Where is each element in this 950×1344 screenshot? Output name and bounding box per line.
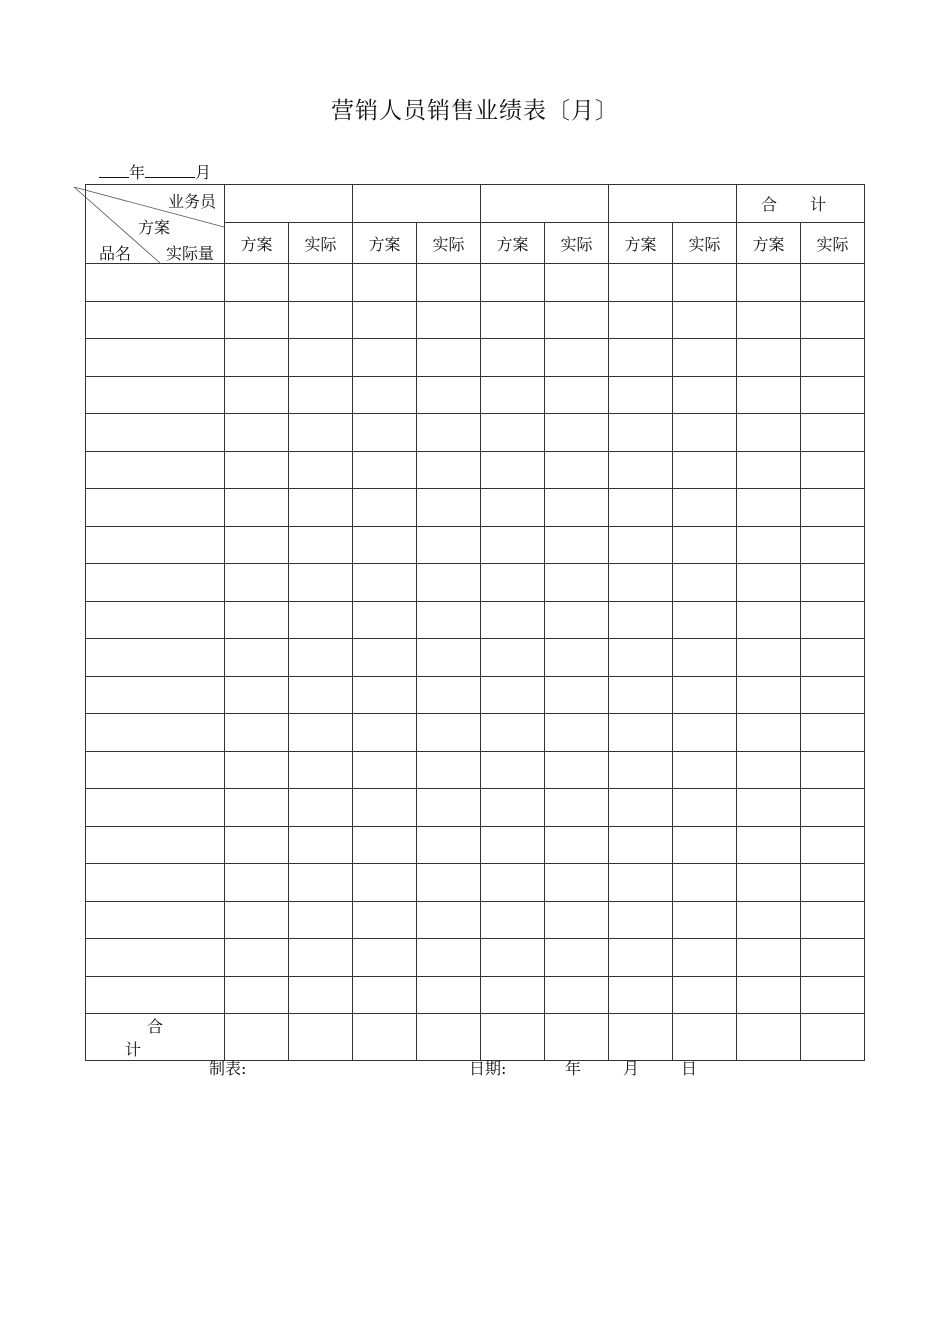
- actual-value-cell[interactable]: [289, 301, 353, 339]
- plan-value-cell[interactable]: [609, 264, 673, 302]
- actual-value-cell[interactable]: [673, 639, 737, 677]
- actual-value-cell[interactable]: [673, 901, 737, 939]
- actual-value-cell[interactable]: [673, 864, 737, 902]
- actual-value-cell[interactable]: [545, 714, 609, 752]
- actual-value-cell[interactable]: [289, 676, 353, 714]
- product-name-cell[interactable]: [86, 451, 225, 489]
- table-row: [86, 976, 865, 1014]
- plan-value-cell[interactable]: [481, 451, 545, 489]
- actual-value-cell[interactable]: [289, 339, 353, 377]
- actual-value-cell[interactable]: [417, 939, 481, 977]
- actual-value-cell[interactable]: [289, 789, 353, 827]
- plan-value-cell[interactable]: [737, 976, 801, 1014]
- plan-value-cell[interactable]: [353, 564, 417, 602]
- plan-value-cell[interactable]: [609, 601, 673, 639]
- product-name-cell[interactable]: [86, 489, 225, 527]
- actual-value-cell[interactable]: [289, 489, 353, 527]
- actual-value-cell[interactable]: [801, 864, 865, 902]
- sub-header-actual: 实际: [289, 223, 353, 264]
- plan-value-cell[interactable]: [481, 901, 545, 939]
- plan-value-cell[interactable]: [353, 976, 417, 1014]
- plan-value-cell[interactable]: [481, 339, 545, 377]
- actual-value-cell[interactable]: [417, 714, 481, 752]
- plan-value-cell[interactable]: [481, 864, 545, 902]
- plan-value-cell[interactable]: [737, 826, 801, 864]
- plan-value-cell[interactable]: [481, 414, 545, 452]
- plan-value-cell[interactable]: [737, 789, 801, 827]
- plan-value-cell[interactable]: [353, 901, 417, 939]
- table-row: [86, 864, 865, 902]
- plan-value-cell[interactable]: [225, 676, 289, 714]
- actual-value-cell[interactable]: [417, 601, 481, 639]
- actual-value-cell[interactable]: [289, 376, 353, 414]
- plan-value-cell[interactable]: [353, 489, 417, 527]
- footer-day-label: 日: [681, 1059, 698, 1078]
- plan-value-cell[interactable]: [353, 789, 417, 827]
- plan-value-cell[interactable]: [353, 451, 417, 489]
- actual-value-cell[interactable]: [801, 901, 865, 939]
- corner-staff-label: 业务员: [167, 192, 216, 211]
- actual-value-cell[interactable]: [673, 939, 737, 977]
- actual-value-cell[interactable]: [417, 826, 481, 864]
- actual-value-cell[interactable]: [673, 976, 737, 1014]
- plan-value-cell[interactable]: [353, 301, 417, 339]
- product-name-cell[interactable]: [86, 601, 225, 639]
- plan-value-cell[interactable]: [609, 414, 673, 452]
- plan-value-cell[interactable]: [737, 301, 801, 339]
- plan-value-cell[interactable]: [225, 714, 289, 752]
- plan-value-cell[interactable]: [737, 339, 801, 377]
- actual-value-cell[interactable]: [673, 339, 737, 377]
- product-name-cell[interactable]: [86, 301, 225, 339]
- plan-value-cell[interactable]: [225, 526, 289, 564]
- actual-value-cell[interactable]: [289, 526, 353, 564]
- actual-value-cell[interactable]: [417, 864, 481, 902]
- plan-value-cell[interactable]: [737, 564, 801, 602]
- plan-value-cell[interactable]: [737, 939, 801, 977]
- actual-value-cell[interactable]: [417, 339, 481, 377]
- product-name-cell[interactable]: [86, 751, 225, 789]
- corner-actual-qty-label: 实际量: [165, 244, 214, 263]
- total-header-label: 合 计: [760, 195, 841, 214]
- plan-value-cell[interactable]: [225, 376, 289, 414]
- plan-value-cell[interactable]: [225, 601, 289, 639]
- actual-value-cell[interactable]: [289, 264, 353, 302]
- actual-value-cell[interactable]: [545, 601, 609, 639]
- sub-header-actual: 实际: [801, 223, 865, 264]
- actual-value-cell[interactable]: [673, 264, 737, 302]
- actual-value-cell[interactable]: [673, 301, 737, 339]
- month-label: 月: [195, 163, 212, 182]
- plan-value-cell[interactable]: [353, 939, 417, 977]
- actual-value-cell[interactable]: [545, 826, 609, 864]
- plan-value-cell[interactable]: [353, 714, 417, 752]
- plan-value-cell[interactable]: [353, 601, 417, 639]
- plan-value-cell[interactable]: [609, 864, 673, 902]
- total-actual-cell[interactable]: [673, 1014, 737, 1061]
- actual-value-cell[interactable]: [289, 826, 353, 864]
- corner-product-name-label: 品名: [99, 244, 132, 263]
- plan-value-cell[interactable]: [481, 676, 545, 714]
- total-plan-cell[interactable]: [225, 1014, 289, 1061]
- actual-value-cell[interactable]: [801, 789, 865, 827]
- actual-value-cell[interactable]: [545, 264, 609, 302]
- actual-value-cell[interactable]: [801, 714, 865, 752]
- sub-header-plan: 方案: [737, 223, 801, 264]
- actual-value-cell[interactable]: [289, 976, 353, 1014]
- actual-value-cell[interactable]: [545, 526, 609, 564]
- actual-value-cell[interactable]: [417, 489, 481, 527]
- actual-value-cell[interactable]: [801, 451, 865, 489]
- footer-year-label: 年: [565, 1059, 582, 1078]
- plan-value-cell[interactable]: [737, 451, 801, 489]
- plan-value-cell[interactable]: [481, 564, 545, 602]
- actual-value-cell[interactable]: [545, 901, 609, 939]
- actual-value-cell[interactable]: [801, 826, 865, 864]
- sub-header-plan: 方案: [353, 223, 417, 264]
- actual-value-cell[interactable]: [545, 676, 609, 714]
- page-title: 营销人员销售业绩表〔月〕: [331, 98, 619, 124]
- actual-value-cell[interactable]: [545, 376, 609, 414]
- footer-date-label: 日期:: [469, 1059, 507, 1078]
- plan-value-cell[interactable]: [353, 639, 417, 677]
- plan-value-cell[interactable]: [225, 489, 289, 527]
- actual-value-cell[interactable]: [545, 639, 609, 677]
- plan-value-cell[interactable]: [353, 376, 417, 414]
- actual-value-cell[interactable]: [417, 901, 481, 939]
- plan-value-cell[interactable]: [481, 526, 545, 564]
- total-plan-cell[interactable]: [609, 1014, 673, 1061]
- plan-value-cell[interactable]: [609, 526, 673, 564]
- product-name-cell[interactable]: [86, 826, 225, 864]
- sub-header-actual: 实际: [673, 223, 737, 264]
- actual-value-cell[interactable]: [801, 301, 865, 339]
- table-row: [86, 301, 865, 339]
- plan-value-cell[interactable]: [353, 339, 417, 377]
- total-plan-cell[interactable]: [737, 1014, 801, 1061]
- table-row: [86, 414, 865, 452]
- product-name-cell[interactable]: [86, 789, 225, 827]
- actual-value-cell[interactable]: [673, 601, 737, 639]
- product-name-cell[interactable]: [86, 939, 225, 977]
- actual-value-cell[interactable]: [801, 414, 865, 452]
- actual-value-cell[interactable]: [801, 939, 865, 977]
- plan-value-cell[interactable]: [609, 489, 673, 527]
- plan-value-cell[interactable]: [737, 901, 801, 939]
- actual-value-cell[interactable]: [673, 489, 737, 527]
- plan-value-cell[interactable]: [353, 751, 417, 789]
- total-actual-cell[interactable]: [417, 1014, 481, 1061]
- year-label: 年: [129, 163, 146, 182]
- staff-1-name-cell[interactable]: [225, 185, 353, 223]
- plan-value-cell[interactable]: [737, 676, 801, 714]
- actual-value-cell[interactable]: [801, 751, 865, 789]
- table-row: [86, 639, 865, 677]
- plan-value-cell[interactable]: [225, 451, 289, 489]
- actual-value-cell[interactable]: [673, 451, 737, 489]
- product-name-cell[interactable]: [86, 564, 225, 602]
- total-actual-cell[interactable]: [289, 1014, 353, 1061]
- header-row-staff: [86, 185, 865, 223]
- product-name-cell[interactable]: [86, 339, 225, 377]
- total-row-label: 合 计: [124, 1017, 207, 1059]
- total-actual-cell[interactable]: [801, 1014, 865, 1061]
- plan-value-cell[interactable]: [481, 264, 545, 302]
- table-row: [86, 526, 865, 564]
- plan-value-cell[interactable]: [609, 901, 673, 939]
- sales-table: [85, 184, 865, 1061]
- actual-value-cell[interactable]: [545, 864, 609, 902]
- actual-value-cell[interactable]: [673, 714, 737, 752]
- plan-value-cell[interactable]: [225, 901, 289, 939]
- plan-value-cell[interactable]: [225, 976, 289, 1014]
- plan-value-cell[interactable]: [353, 676, 417, 714]
- table-row: [86, 264, 865, 302]
- actual-value-cell[interactable]: [801, 639, 865, 677]
- plan-value-cell[interactable]: [737, 489, 801, 527]
- plan-value-cell[interactable]: [225, 414, 289, 452]
- actual-value-cell[interactable]: [801, 526, 865, 564]
- plan-value-cell[interactable]: [481, 376, 545, 414]
- plan-value-cell[interactable]: [225, 789, 289, 827]
- product-name-cell[interactable]: [86, 414, 225, 452]
- actual-value-cell[interactable]: [417, 976, 481, 1014]
- plan-value-cell[interactable]: [225, 864, 289, 902]
- actual-value-cell[interactable]: [673, 676, 737, 714]
- table-row: [86, 939, 865, 977]
- plan-value-cell[interactable]: [737, 639, 801, 677]
- plan-value-cell[interactable]: [481, 826, 545, 864]
- actual-value-cell[interactable]: [417, 376, 481, 414]
- table-row: [86, 376, 865, 414]
- actual-value-cell[interactable]: [545, 301, 609, 339]
- actual-value-cell[interactable]: [289, 639, 353, 677]
- product-name-cell[interactable]: [86, 639, 225, 677]
- plan-value-cell[interactable]: [609, 826, 673, 864]
- sub-header-plan: 方案: [225, 223, 289, 264]
- actual-value-cell[interactable]: [417, 564, 481, 602]
- actual-value-cell[interactable]: [417, 751, 481, 789]
- actual-value-cell[interactable]: [545, 414, 609, 452]
- plan-value-cell[interactable]: [737, 376, 801, 414]
- actual-value-cell[interactable]: [545, 976, 609, 1014]
- actual-value-cell[interactable]: [289, 601, 353, 639]
- actual-value-cell[interactable]: [801, 339, 865, 377]
- actual-value-cell[interactable]: [545, 489, 609, 527]
- plan-value-cell[interactable]: [225, 301, 289, 339]
- footer-maker-label: 制表:: [209, 1059, 247, 1078]
- plan-value-cell[interactable]: [481, 714, 545, 752]
- total-actual-cell[interactable]: [545, 1014, 609, 1061]
- table-row: [86, 601, 865, 639]
- plan-value-cell[interactable]: [481, 789, 545, 827]
- plan-value-cell[interactable]: [225, 939, 289, 977]
- plan-value-cell[interactable]: [481, 976, 545, 1014]
- total-header-cell: [737, 185, 865, 223]
- actual-value-cell[interactable]: [289, 751, 353, 789]
- actual-value-cell[interactable]: [417, 301, 481, 339]
- plan-value-cell[interactable]: [481, 489, 545, 527]
- plan-value-cell[interactable]: [609, 939, 673, 977]
- actual-value-cell[interactable]: [801, 976, 865, 1014]
- actual-value-cell[interactable]: [801, 676, 865, 714]
- actual-value-cell[interactable]: [545, 451, 609, 489]
- actual-value-cell[interactable]: [417, 639, 481, 677]
- total-plan-cell[interactable]: [481, 1014, 545, 1061]
- product-name-cell[interactable]: [86, 864, 225, 902]
- plan-value-cell[interactable]: [609, 339, 673, 377]
- plan-value-cell[interactable]: [353, 264, 417, 302]
- plan-value-cell[interactable]: [737, 864, 801, 902]
- plan-value-cell[interactable]: [609, 789, 673, 827]
- actual-value-cell[interactable]: [545, 751, 609, 789]
- product-name-cell[interactable]: [86, 901, 225, 939]
- table-row: [86, 451, 865, 489]
- total-row: [86, 1014, 865, 1061]
- actual-value-cell[interactable]: [289, 939, 353, 977]
- plan-value-cell[interactable]: [225, 339, 289, 377]
- actual-value-cell[interactable]: [289, 901, 353, 939]
- plan-value-cell[interactable]: [737, 751, 801, 789]
- actual-value-cell[interactable]: [673, 414, 737, 452]
- product-name-cell[interactable]: [86, 976, 225, 1014]
- actual-value-cell[interactable]: [289, 414, 353, 452]
- sub-header-actual: 实际: [545, 223, 609, 264]
- table-row: [86, 676, 865, 714]
- actual-value-cell[interactable]: [673, 826, 737, 864]
- corner-plan-label: 方案: [138, 218, 171, 237]
- actual-value-cell[interactable]: [289, 864, 353, 902]
- actual-value-cell[interactable]: [801, 264, 865, 302]
- actual-value-cell[interactable]: [673, 751, 737, 789]
- actual-value-cell[interactable]: [801, 489, 865, 527]
- plan-value-cell[interactable]: [353, 826, 417, 864]
- actual-value-cell[interactable]: [417, 451, 481, 489]
- sub-header-plan: 方案: [481, 223, 545, 264]
- table-row: [86, 339, 865, 377]
- actual-value-cell[interactable]: [545, 939, 609, 977]
- table-row: [86, 489, 865, 527]
- product-name-cell[interactable]: [86, 376, 225, 414]
- plan-value-cell[interactable]: [481, 939, 545, 977]
- plan-value-cell[interactable]: [609, 676, 673, 714]
- plan-value-cell[interactable]: [225, 826, 289, 864]
- plan-value-cell[interactable]: [481, 301, 545, 339]
- year-blank[interactable]: [99, 162, 129, 178]
- actual-value-cell[interactable]: [801, 601, 865, 639]
- actual-value-cell[interactable]: [673, 789, 737, 827]
- plan-value-cell[interactable]: [481, 639, 545, 677]
- actual-value-cell[interactable]: [801, 376, 865, 414]
- plan-value-cell[interactable]: [737, 526, 801, 564]
- actual-value-cell[interactable]: [673, 564, 737, 602]
- product-name-cell[interactable]: [86, 676, 225, 714]
- plan-value-cell[interactable]: [609, 301, 673, 339]
- sub-header-actual: 实际: [417, 223, 481, 264]
- actual-value-cell[interactable]: [417, 676, 481, 714]
- table-row: [86, 901, 865, 939]
- actual-value-cell[interactable]: [545, 339, 609, 377]
- plan-value-cell[interactable]: [609, 451, 673, 489]
- period-line: [99, 160, 211, 183]
- actual-value-cell[interactable]: [417, 526, 481, 564]
- plan-value-cell[interactable]: [609, 639, 673, 677]
- plan-value-cell[interactable]: [737, 264, 801, 302]
- plan-value-cell[interactable]: [481, 601, 545, 639]
- plan-value-cell[interactable]: [353, 414, 417, 452]
- plan-value-cell[interactable]: [609, 976, 673, 1014]
- plan-value-cell[interactable]: [609, 376, 673, 414]
- staff-3-name-cell[interactable]: [481, 185, 609, 223]
- actual-value-cell[interactable]: [289, 564, 353, 602]
- table-row: [86, 714, 865, 752]
- actual-value-cell[interactable]: [801, 564, 865, 602]
- product-name-cell[interactable]: [86, 526, 225, 564]
- product-name-cell[interactable]: [86, 264, 225, 302]
- plan-value-cell[interactable]: [225, 564, 289, 602]
- total-plan-cell[interactable]: [353, 1014, 417, 1061]
- actual-value-cell[interactable]: [545, 789, 609, 827]
- actual-value-cell[interactable]: [417, 789, 481, 827]
- actual-value-cell[interactable]: [289, 451, 353, 489]
- month-blank[interactable]: [145, 162, 195, 178]
- plan-value-cell[interactable]: [737, 601, 801, 639]
- table-row: [86, 751, 865, 789]
- table-row: [86, 789, 865, 827]
- sub-header-plan: 方案: [609, 223, 673, 264]
- table-row: [86, 826, 865, 864]
- table-row: [86, 564, 865, 602]
- plan-value-cell[interactable]: [225, 264, 289, 302]
- actual-value-cell[interactable]: [673, 376, 737, 414]
- plan-value-cell[interactable]: [609, 751, 673, 789]
- actual-value-cell[interactable]: [545, 564, 609, 602]
- total-row-label-cell: [86, 1014, 225, 1061]
- plan-value-cell[interactable]: [609, 564, 673, 602]
- product-name-cell[interactable]: [86, 714, 225, 752]
- plan-value-cell[interactable]: [609, 714, 673, 752]
- actual-value-cell[interactable]: [417, 414, 481, 452]
- plan-value-cell[interactable]: [737, 414, 801, 452]
- footer-month-label: 月: [623, 1059, 640, 1078]
- actual-value-cell[interactable]: [289, 714, 353, 752]
- actual-value-cell[interactable]: [673, 526, 737, 564]
- actual-value-cell[interactable]: [417, 264, 481, 302]
- plan-value-cell[interactable]: [481, 751, 545, 789]
- plan-value-cell[interactable]: [737, 714, 801, 752]
- staff-2-name-cell[interactable]: [353, 185, 481, 223]
- corner-header-cell: [86, 185, 225, 264]
- plan-value-cell[interactable]: [353, 526, 417, 564]
- plan-value-cell[interactable]: [225, 639, 289, 677]
- staff-4-name-cell[interactable]: [609, 185, 737, 223]
- plan-value-cell[interactable]: [353, 864, 417, 902]
- plan-value-cell[interactable]: [225, 751, 289, 789]
